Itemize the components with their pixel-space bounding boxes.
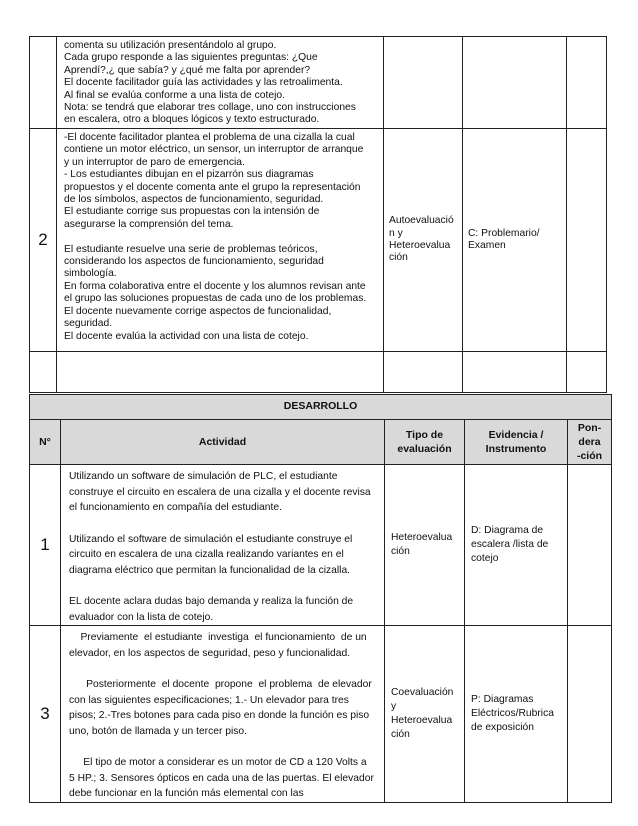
desarrollo-table — [29, 394, 612, 803]
activity-line: evaluador con la lista de cotejo. — [69, 611, 214, 623]
evaluation-line: Autoevaluació — [389, 215, 454, 227]
activity-line: Nota: se tendrá que elaborar tres collage, uno con instrucciones — [64, 102, 356, 114]
evidence-line: Eléctricos/Rubrica — [471, 707, 554, 719]
activity-line: asegurarse la comprensión del tema. — [64, 218, 234, 230]
number-cell — [30, 37, 57, 129]
activity-cell — [61, 626, 385, 803]
header-line: -ción — [576, 450, 603, 462]
evidence-line: C: Problemario/ — [468, 227, 540, 239]
header-line: dera — [578, 436, 601, 448]
upper-activity-table — [29, 36, 607, 393]
evidence-line: P: Diagramas — [471, 693, 534, 705]
evaluation-line: Coevaluación — [391, 686, 454, 698]
activity-line: debe funcionar en la función más elemental con las — [69, 788, 304, 799]
weighting-cell — [568, 465, 612, 626]
activity-line: Posteriormente el docente propone el problema de elevador — [69, 679, 372, 690]
evaluation-line: ción — [391, 546, 410, 557]
evidence-line: Examen — [468, 240, 506, 251]
evaluation-cell — [384, 37, 463, 129]
evidence-cell — [465, 626, 568, 803]
activity-line: de los símbolos, aspectos de funcionamiento, seguridad. — [64, 194, 324, 206]
activity-cell — [57, 129, 384, 352]
activity-line: propuestos y el docente comenta ante el grupo la representación — [64, 181, 361, 193]
evaluation-line: n y — [389, 227, 403, 239]
activity-line: simbología. — [64, 268, 117, 280]
section-header-row — [30, 395, 612, 420]
number-cell — [30, 352, 57, 393]
evaluation-line: Heteroevalua — [391, 714, 453, 726]
activity-line: El docente evalúa la actividad con una lista de cotejo. — [64, 330, 309, 342]
activity-line: El tipo de motor a considerar es un motor de CD a 120 Volts a — [69, 757, 367, 768]
evaluation-line: ción — [391, 728, 410, 740]
activity-line: El docente nuevamente corrige aspectos de funcionalidad, — [64, 305, 332, 317]
activity-line: construye el circuito en escalera de una cizalla y el docente revisa — [69, 486, 371, 498]
weighting-cell — [568, 626, 612, 803]
header-line: Pon- — [577, 422, 602, 434]
header-evidence — [465, 420, 568, 465]
row-number: 2 — [30, 129, 57, 352]
evidence-cell — [463, 129, 567, 352]
evaluation-cell — [384, 129, 463, 352]
evidence-cell — [463, 37, 567, 129]
activity-cell — [57, 37, 384, 129]
weighting-cell — [567, 37, 607, 129]
activity-line: -El docente facilitador plantea el problema de una cizalla la cual — [64, 132, 355, 143]
table-row — [30, 129, 607, 352]
activity-line: Al final se evalúa conforme a una lista de cotejo. — [64, 89, 285, 101]
section-title: DESARROLLO — [30, 395, 612, 420]
activity-line: El docente facilitador guía las actividades y las retroalimenta. — [64, 77, 343, 89]
activity-line: seguridad. — [64, 318, 113, 330]
activity-line: el grupo las soluciones propuestas de cada uno de los problemas. — [64, 293, 367, 305]
activity-line: circuito en escalera de una cizalla realizando variantes en el — [69, 549, 344, 560]
evaluation-cell — [385, 465, 465, 626]
weighting-cell — [567, 129, 607, 352]
table-row — [30, 465, 612, 626]
table-row — [30, 352, 607, 393]
row-number: 1 — [30, 465, 61, 626]
evidence-line: D: Diagrama de — [471, 525, 544, 536]
activity-line: uno, botón de llamada y un tercer piso. — [69, 725, 248, 737]
activity-line: El estudiante resuelve una serie de problemas teóricos, — [64, 243, 318, 255]
evidence-line: cotejo — [471, 553, 499, 564]
activity-line: Utilizando un software de simulación de PLC, el estudiante — [69, 471, 338, 482]
activity-line: contiene un motor eléctrico, un sensor, un interruptor de arranque — [64, 144, 364, 156]
activity-cell — [57, 352, 384, 393]
evaluation-cell — [385, 626, 465, 803]
header-weighting — [568, 420, 612, 465]
header-activity: Actividad — [61, 420, 385, 465]
evidence-cell — [465, 465, 568, 626]
activity-line — [64, 231, 377, 243]
evaluation-line: ción — [389, 252, 408, 264]
header-line: Evidencia / — [488, 429, 544, 441]
header-evaluation-type — [385, 420, 465, 465]
weighting-cell — [567, 352, 607, 393]
activity-line: El estudiante corrige sus propuestas con la intensión de — [64, 206, 320, 218]
activity-cell — [61, 465, 385, 626]
evidence-line: de exposición — [471, 721, 534, 733]
activity-line: en escalera, otro a bloques lógicos y texto estructurado. — [64, 114, 320, 126]
activity-line: EL docente aclara dudas bajo demanda y realiza la función de — [69, 596, 354, 607]
evidence-cell — [463, 352, 567, 393]
header-line: Instrumento — [485, 443, 547, 455]
activity-line: considerando los aspectos de funcionamiento, seguridad — [64, 256, 324, 268]
table-row — [30, 37, 607, 129]
activity-line: En forma colaborativa entre el docente y los alumnos revisan ante — [64, 280, 366, 292]
activity-line: Cada grupo responde a las siguientes preguntas: ¿Que — [64, 52, 318, 64]
activity-line: el funcionamiento en compañía del estudiante. — [69, 502, 282, 513]
column-header-row — [30, 420, 612, 465]
activity-line: Utilizando el software de simulación el estudiante construye el — [69, 533, 353, 545]
header-line: evaluación — [397, 443, 452, 455]
evidence-line: escalera /lista de — [471, 539, 549, 550]
activity-line: - Los estudiantes dibujan en el pizarrón sus diagramas — [64, 169, 314, 181]
activity-line: y un interruptor de paro de emergencia. — [64, 156, 245, 168]
header-line: Tipo de — [405, 429, 444, 441]
activity-line: elevador, en los aspectos de seguridad, peso y funcionalidad. — [69, 647, 351, 659]
evaluation-cell — [384, 352, 463, 393]
activity-line: Aprendí?,¿ que sabía? y ¿qué me falta por aprender? — [64, 64, 311, 76]
evaluation-line: Heteroevalua — [389, 240, 451, 251]
activity-line: diagrama eléctrico que permitan la funcionalidad de la cizalla. — [69, 564, 351, 576]
activity-line: comenta su utilización presentándolo al grupo. — [64, 40, 277, 51]
evaluation-line: y — [391, 700, 397, 712]
row-number: 3 — [30, 626, 61, 803]
activity-line: Previamente el estudiante investiga el funcionamiento de un — [69, 632, 367, 643]
header-number: N° — [30, 420, 61, 465]
table-row — [30, 626, 612, 803]
activity-line: pisos; 2.-Tres botones para cada piso en donde la función es piso — [69, 710, 370, 721]
evaluation-line: Heteroevalua — [391, 532, 453, 543]
activity-line: 5 HP.; 3. Sensores ópticos en cada una de las puertas. El elevador — [69, 772, 374, 784]
activity-line: con las siguientes especificaciones; 1.- Un elevador para tres — [69, 694, 349, 706]
